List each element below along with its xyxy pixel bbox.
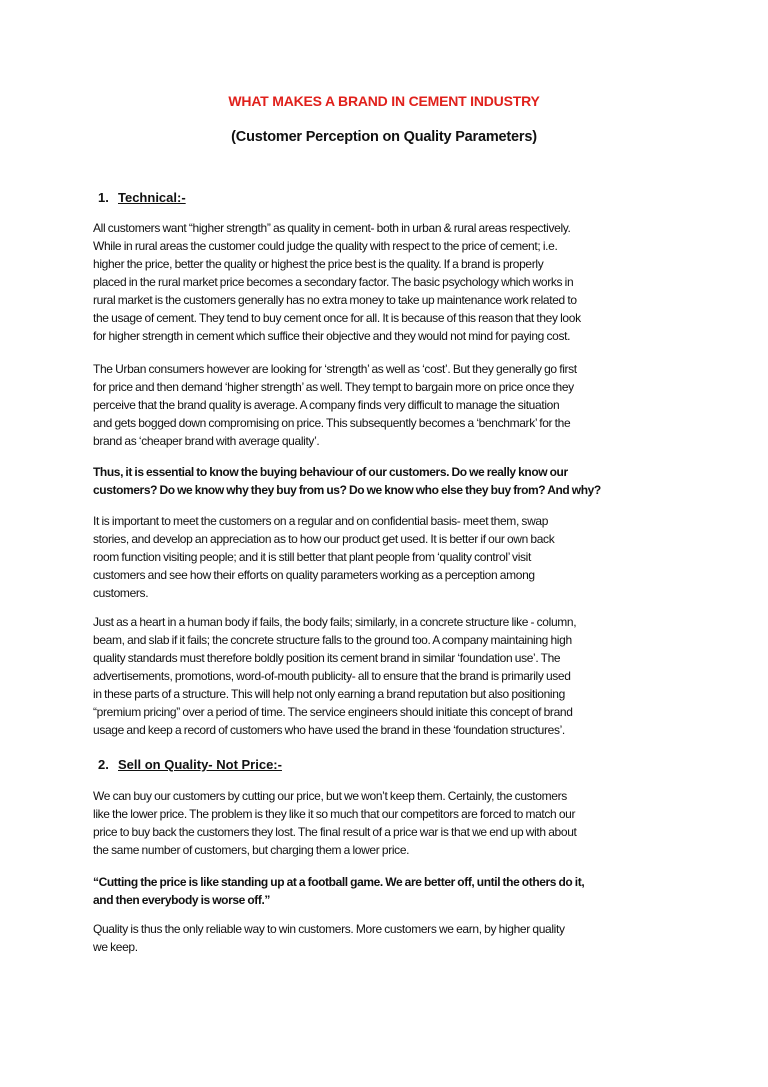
document-title: WHAT MAKES A BRAND IN CEMENT INDUSTRY: [228, 93, 540, 109]
paragraph: [93, 219, 683, 345]
section-number: 1.: [98, 190, 109, 205]
text-line: we keep.: [93, 940, 138, 954]
text-line: “Cutting the price is like standing up at a football game. We are better off, until the others do it,: [93, 875, 585, 889]
quote-paragraph: [93, 873, 683, 909]
paragraph: [93, 920, 683, 956]
text-line: customers? Do we know why they buy from us? Do we know who else they buy from? And why?: [93, 483, 601, 497]
paragraph: [93, 360, 683, 450]
document-subtitle: (Customer Perception on Quality Parameters): [231, 129, 537, 145]
text-line: It is important to meet the customers on a regular and on confidential basis- meet them, swap: [93, 514, 549, 528]
text-line: the usage of cement. They tend to buy cement once for all. It is because of this reason that they look: [93, 311, 581, 325]
text-line: Just as a heart in a human body if fails, the body fails; similarly, in a concrete structure like - column,: [93, 615, 577, 629]
text-line: customers and see how their efforts on quality parameters working as a perception among: [93, 568, 535, 582]
text-line: for price and then demand ‘higher strength’ as well. They tempt to bargain more on price once they: [93, 380, 574, 394]
text-line: usage and keep a record of customers who have used the brand in these ‘foundation structures’.: [93, 723, 565, 737]
text-line: brand as ‘cheaper brand with average quality’.: [93, 434, 320, 448]
text-line: We can buy our customers by cutting our price, but we won’t keep them. Certainly, the customers: [93, 789, 567, 803]
text-line: placed in the rural market price becomes a secondary factor. The basic psychology which works in: [93, 275, 574, 289]
text-line: beam, and slab if it fails; the concrete structure falls to the ground too. A company maintaining high: [93, 633, 572, 647]
section-title: Technical:-: [118, 190, 186, 205]
text-line: perceive that the brand quality is average. A company finds very difficult to manage the situation: [93, 398, 560, 412]
section-number: 2.: [98, 757, 109, 772]
paragraph: [93, 613, 683, 739]
text-line: All customers want “higher strength” as quality in cement- both in urban & rural areas respectively.: [93, 221, 571, 235]
text-line: Thus, it is essential to know the buying behaviour of our customers. Do we really know our: [93, 465, 568, 479]
text-line: rural market is the customers generally has no extra money to take up maintenance work related to: [93, 293, 577, 307]
text-line: room function visiting people; and it is still better that plant people from ‘quality control’ visit: [93, 550, 531, 564]
section-heading-technical: [98, 190, 186, 205]
paragraph: [93, 512, 683, 602]
paragraph-bold: [93, 463, 683, 499]
text-line: “premium pricing” over a period of time. The service engineers should initiate this concept of brand: [93, 705, 573, 719]
text-line: The Urban consumers however are looking for ‘strength’ as well as ‘cost’. But they generally go first: [93, 362, 577, 376]
text-line: for higher strength in cement which suffice their objective and they would not mind for paying cost.: [93, 329, 571, 343]
paragraph: [93, 787, 683, 859]
text-line: in these parts of a structure. This will help not only earning a brand reputation but also positioning: [93, 687, 565, 701]
text-line: and then everybody is worse off.”: [93, 893, 271, 907]
section-title: Sell on Quality- Not Price:-: [118, 757, 282, 772]
text-line: price to buy back the customers they lost. The final result of a price war is that we end up with about: [93, 825, 577, 839]
text-line: like the lower price. The problem is they like it so much that our competitors are forced to match our: [93, 807, 576, 821]
text-line: and gets bogged down compromising on price. This subsequently becomes a ‘benchmark’ for the: [93, 416, 571, 430]
text-line: Quality is thus the only reliable way to win customers. More customers we earn, by higher quality: [93, 922, 565, 936]
text-line: While in rural areas the customer could judge the quality with respect to the price of cement; i.e.: [93, 239, 558, 253]
text-line: the same number of customers, but charging them a lower price.: [93, 843, 410, 857]
text-line: advertisements, promotions, word-of-mouth publicity- all to ensure that the brand is primarily used: [93, 669, 571, 683]
text-line: stories, and develop an appreciation as to how our product get used. It is better if our own back: [93, 532, 555, 546]
section-heading-sell-on-quality: [98, 757, 282, 772]
text-line: higher the price, better the quality or highest the price best is the quality. If a brand is properly: [93, 257, 544, 271]
text-line: customers.: [93, 586, 149, 600]
text-line: quality standards must therefore boldly position its cement brand in similar ‘foundation use’. The: [93, 651, 561, 665]
